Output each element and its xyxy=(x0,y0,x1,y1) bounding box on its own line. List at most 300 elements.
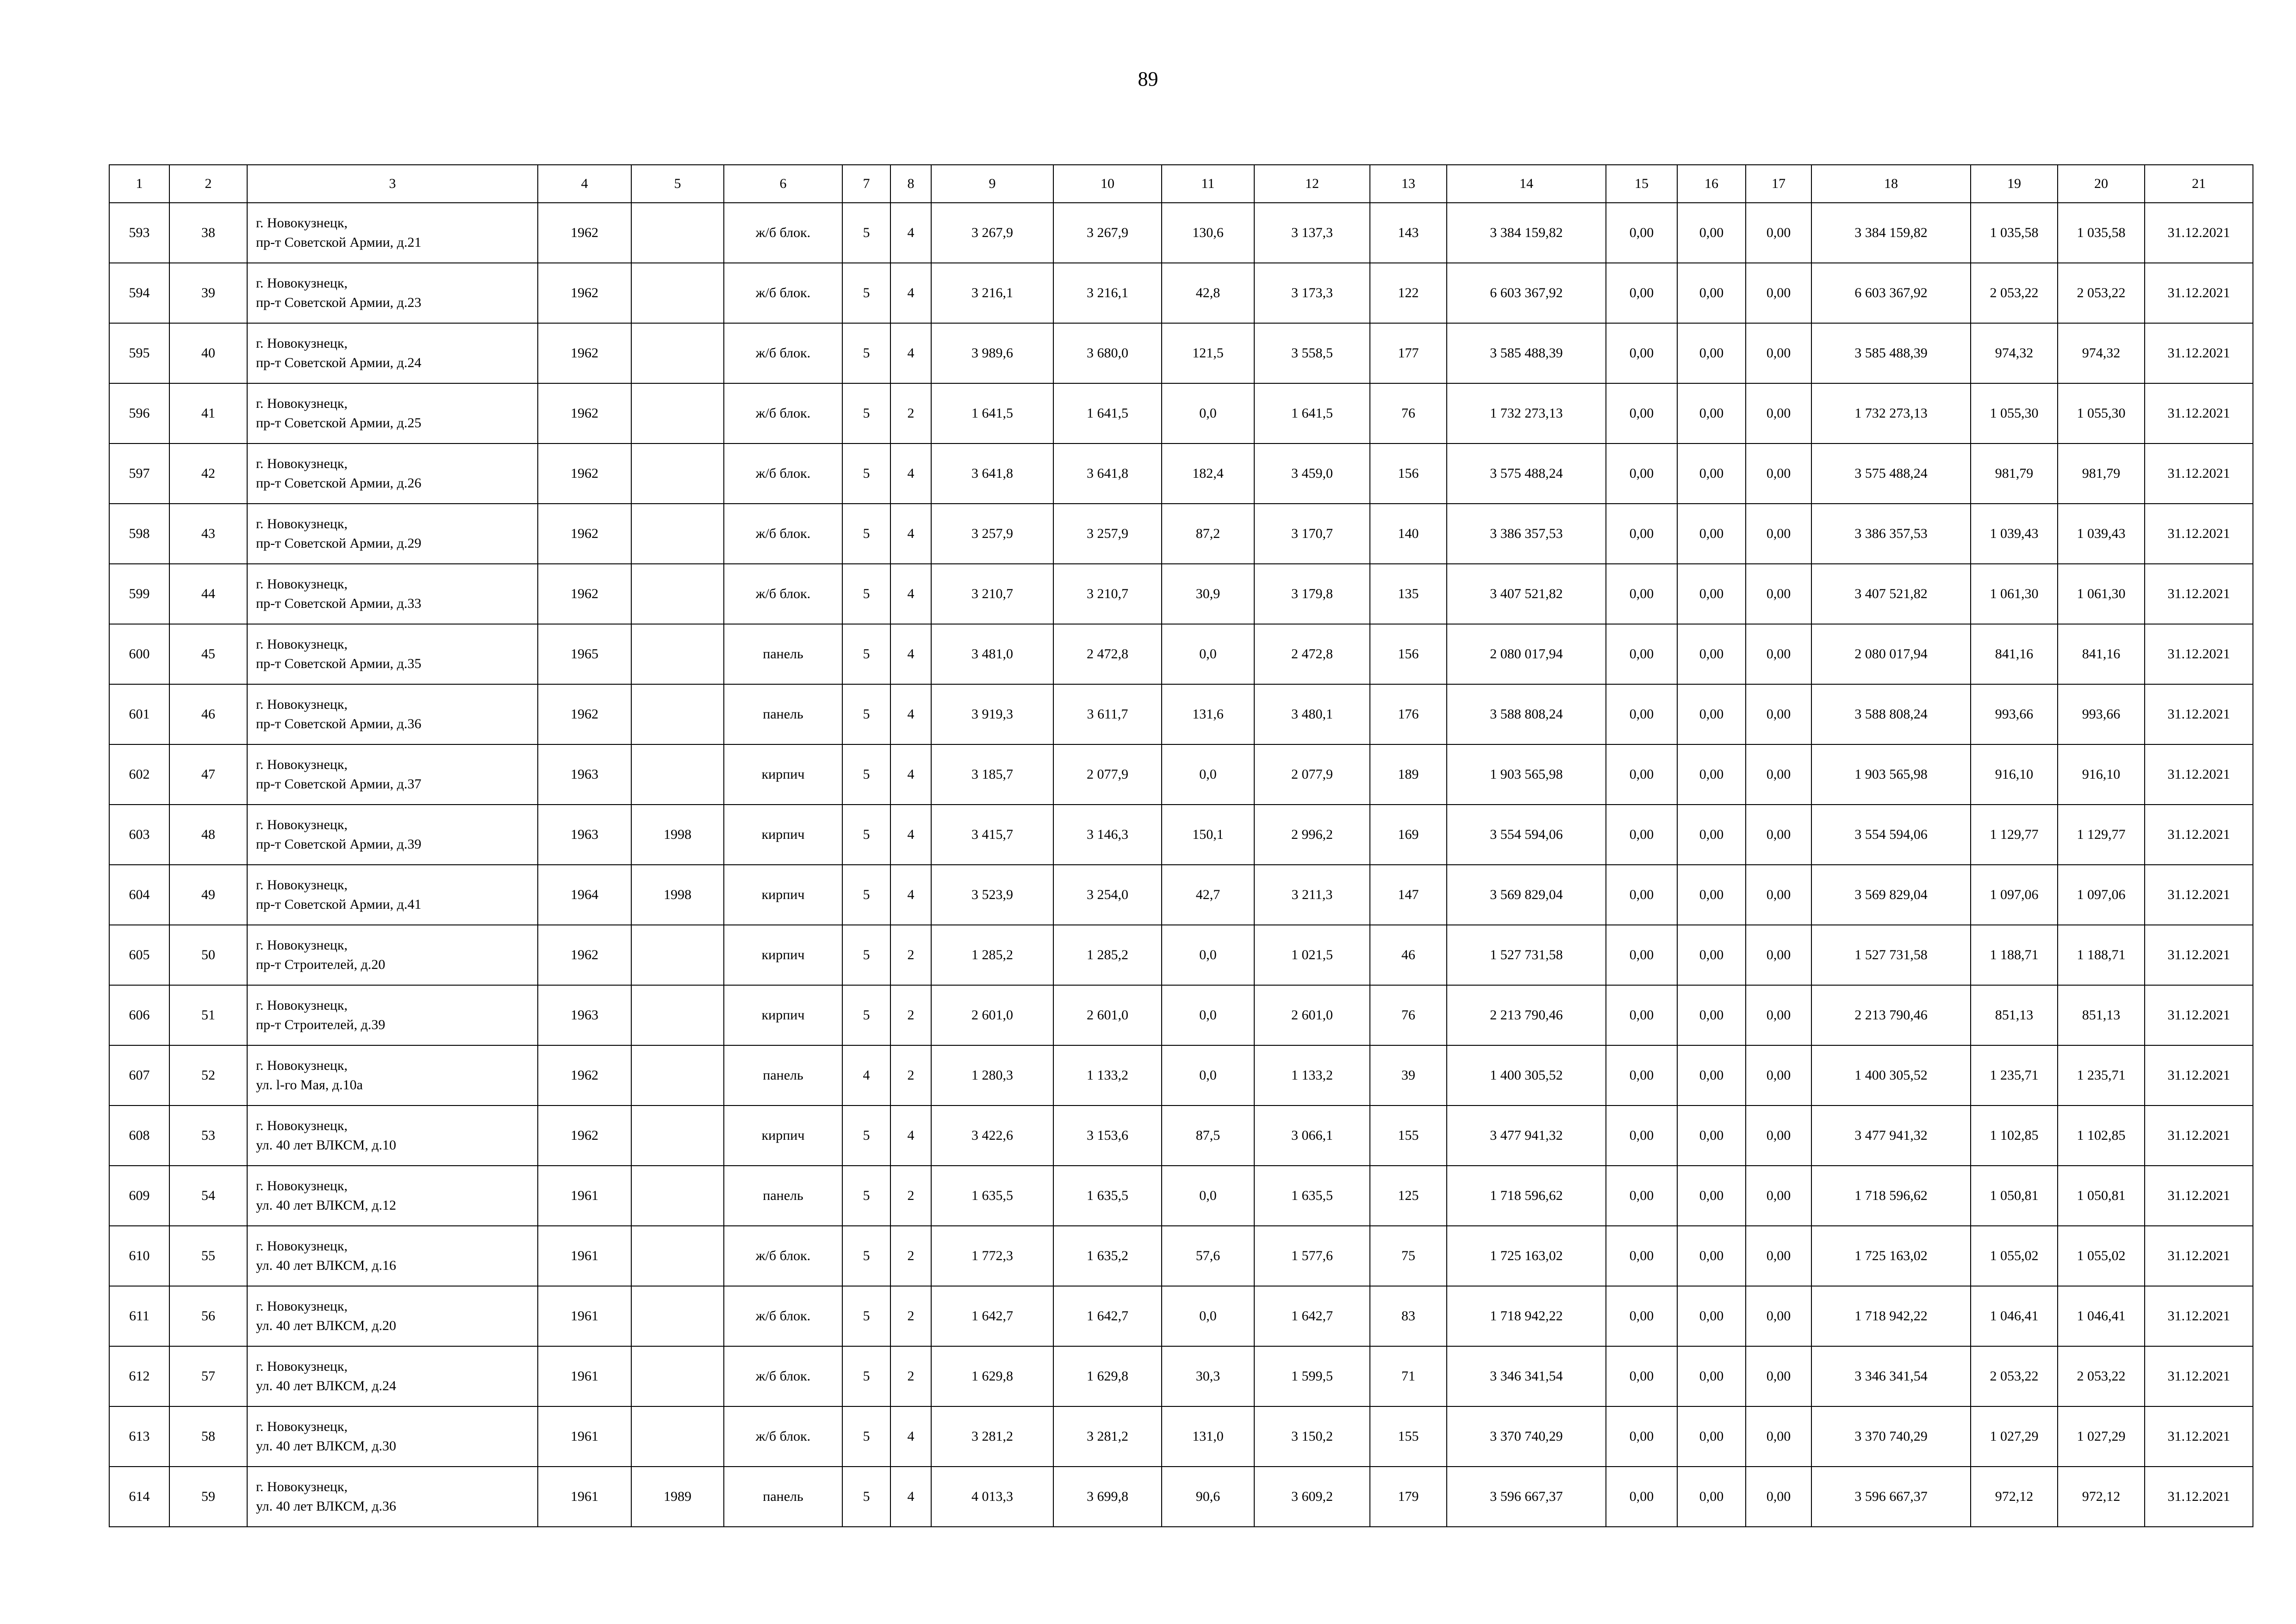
column-number-header: 13 xyxy=(1370,165,1447,203)
cell-col-5 xyxy=(631,443,724,504)
address-cell xyxy=(247,624,538,684)
cell-col-20: 1 097,06 xyxy=(2058,865,2145,925)
address-city: г. Новокузнецк, xyxy=(256,697,348,712)
cell-col-4: 1961 xyxy=(538,1166,631,1226)
cell-col-19: 1 055,30 xyxy=(1971,383,2058,443)
cell-col-17: 0,00 xyxy=(1746,383,1811,443)
column-number-header: 21 xyxy=(2145,165,2253,203)
table-row xyxy=(109,383,2253,443)
cell-col-7: 4 xyxy=(842,1045,890,1106)
address-street: ул. 40 лет ВЛКСМ, д.36 xyxy=(256,1499,396,1514)
cell-col-12: 3 459,0 xyxy=(1254,443,1370,504)
column-number-row xyxy=(109,165,2253,203)
cell-col-18: 3 386 357,53 xyxy=(1811,504,1971,564)
cell-col-9: 3 989,6 xyxy=(931,323,1053,383)
cell-col-20: 1 129,77 xyxy=(2058,805,2145,865)
cell-col-7: 5 xyxy=(842,684,890,744)
cell-col-5 xyxy=(631,263,724,323)
address-cell xyxy=(247,925,538,985)
cell-col-19: 974,32 xyxy=(1971,323,2058,383)
housing-registry-table xyxy=(109,164,2253,1527)
cell-col-19: 841,16 xyxy=(1971,624,2058,684)
cell-col-11: 42,8 xyxy=(1162,263,1254,323)
cell-col-6: ж/б блок. xyxy=(724,504,842,564)
address-city: г. Новокузнецк, xyxy=(256,576,348,592)
address-cell xyxy=(247,1286,538,1346)
cell-col-20: 1 055,02 xyxy=(2058,1226,2145,1286)
cell-col-8: 4 xyxy=(890,203,931,263)
cell-col-6: кирпич xyxy=(724,865,842,925)
cell-col-10: 3 210,7 xyxy=(1053,564,1162,624)
address-cell xyxy=(247,1406,538,1467)
cell-col-2: 50 xyxy=(169,925,247,985)
cell-col-1: 599 xyxy=(109,564,169,624)
cell-col-8: 4 xyxy=(890,805,931,865)
address-cell xyxy=(247,1346,538,1406)
cell-col-2: 47 xyxy=(169,744,247,805)
address-cell xyxy=(247,1467,538,1527)
table-row xyxy=(109,744,2253,805)
cell-col-6: панель xyxy=(724,624,842,684)
cell-col-4: 1962 xyxy=(538,564,631,624)
cell-col-11: 0,0 xyxy=(1162,925,1254,985)
cell-col-15: 0,00 xyxy=(1606,805,1677,865)
column-number-header: 12 xyxy=(1254,165,1370,203)
cell-col-9: 3 267,9 xyxy=(931,203,1053,263)
cell-col-20: 981,79 xyxy=(2058,443,2145,504)
table-row xyxy=(109,1106,2253,1166)
address-cell xyxy=(247,1166,538,1226)
address-city: г. Новокузнецк, xyxy=(256,516,348,531)
cell-col-9: 1 629,8 xyxy=(931,1346,1053,1406)
cell-col-12: 2 601,0 xyxy=(1254,985,1370,1045)
cell-col-21: 31.12.2021 xyxy=(2145,624,2253,684)
cell-col-16: 0,00 xyxy=(1677,564,1746,624)
cell-col-1: 606 xyxy=(109,985,169,1045)
column-number-header: 19 xyxy=(1971,165,2058,203)
address-street: пр-т Советской Армии, д.39 xyxy=(256,837,422,852)
cell-col-14: 2 080 017,94 xyxy=(1447,624,1606,684)
cell-col-13: 125 xyxy=(1370,1166,1447,1226)
cell-col-17: 0,00 xyxy=(1746,1166,1811,1226)
cell-col-9: 1 285,2 xyxy=(931,925,1053,985)
cell-col-16: 0,00 xyxy=(1677,203,1746,263)
cell-col-20: 1 050,81 xyxy=(2058,1166,2145,1226)
address-street: ул. 40 лет ВЛКСМ, д.24 xyxy=(256,1378,396,1393)
cell-col-18: 1 400 305,52 xyxy=(1811,1045,1971,1106)
cell-col-5 xyxy=(631,1406,724,1467)
cell-col-16: 0,00 xyxy=(1677,624,1746,684)
cell-col-6: ж/б блок. xyxy=(724,263,842,323)
cell-col-5 xyxy=(631,203,724,263)
cell-col-18: 1 725 163,02 xyxy=(1811,1226,1971,1286)
cell-col-12: 3 558,5 xyxy=(1254,323,1370,383)
column-number-header: 3 xyxy=(247,165,538,203)
cell-col-5 xyxy=(631,684,724,744)
cell-col-9: 3 415,7 xyxy=(931,805,1053,865)
cell-col-4: 1962 xyxy=(538,443,631,504)
cell-col-5 xyxy=(631,1286,724,1346)
cell-col-16: 0,00 xyxy=(1677,383,1746,443)
address-cell xyxy=(247,985,538,1045)
cell-col-5 xyxy=(631,1346,724,1406)
cell-col-19: 1 129,77 xyxy=(1971,805,2058,865)
cell-col-14: 1 718 596,62 xyxy=(1447,1166,1606,1226)
cell-col-17: 0,00 xyxy=(1746,1286,1811,1346)
cell-col-19: 1 050,81 xyxy=(1971,1166,2058,1226)
cell-col-16: 0,00 xyxy=(1677,1346,1746,1406)
cell-col-13: 156 xyxy=(1370,443,1447,504)
cell-col-5 xyxy=(631,1166,724,1226)
cell-col-2: 59 xyxy=(169,1467,247,1527)
cell-col-20: 972,12 xyxy=(2058,1467,2145,1527)
cell-col-21: 31.12.2021 xyxy=(2145,1286,2253,1346)
cell-col-9: 1 641,5 xyxy=(931,383,1053,443)
cell-col-8: 2 xyxy=(890,383,931,443)
cell-col-1: 593 xyxy=(109,203,169,263)
cell-col-12: 1 641,5 xyxy=(1254,383,1370,443)
address-cell xyxy=(247,1045,538,1106)
cell-col-7: 5 xyxy=(842,323,890,383)
cell-col-11: 90,6 xyxy=(1162,1467,1254,1527)
cell-col-17: 0,00 xyxy=(1746,263,1811,323)
cell-col-1: 594 xyxy=(109,263,169,323)
cell-col-18: 3 370 740,29 xyxy=(1811,1406,1971,1467)
column-number-header: 16 xyxy=(1677,165,1746,203)
cell-col-11: 131,6 xyxy=(1162,684,1254,744)
cell-col-8: 2 xyxy=(890,925,931,985)
cell-col-12: 3 179,8 xyxy=(1254,564,1370,624)
cell-col-4: 1962 xyxy=(538,504,631,564)
cell-col-8: 4 xyxy=(890,1406,931,1467)
cell-col-17: 0,00 xyxy=(1746,684,1811,744)
cell-col-17: 0,00 xyxy=(1746,203,1811,263)
cell-col-19: 851,13 xyxy=(1971,985,2058,1045)
cell-col-20: 993,66 xyxy=(2058,684,2145,744)
cell-col-17: 0,00 xyxy=(1746,624,1811,684)
cell-col-12: 3 150,2 xyxy=(1254,1406,1370,1467)
cell-col-19: 1 235,71 xyxy=(1971,1045,2058,1106)
column-number-header: 20 xyxy=(2058,165,2145,203)
cell-col-8: 4 xyxy=(890,1106,931,1166)
cell-col-18: 1 718 596,62 xyxy=(1811,1166,1971,1226)
cell-col-21: 31.12.2021 xyxy=(2145,985,2253,1045)
address-city: г. Новокузнецк, xyxy=(256,1359,348,1374)
cell-col-5 xyxy=(631,925,724,985)
cell-col-10: 1 641,5 xyxy=(1053,383,1162,443)
cell-col-12: 3 480,1 xyxy=(1254,684,1370,744)
cell-col-6: ж/б блок. xyxy=(724,1286,842,1346)
cell-col-11: 150,1 xyxy=(1162,805,1254,865)
cell-col-8: 4 xyxy=(890,504,931,564)
table-row xyxy=(109,1346,2253,1406)
cell-col-4: 1962 xyxy=(538,925,631,985)
address-street: ул. l-го Мая, д.10а xyxy=(256,1077,363,1093)
address-street: пр-т Советской Армии, д.35 xyxy=(256,656,422,671)
cell-col-14: 6 603 367,92 xyxy=(1447,263,1606,323)
cell-col-18: 2 080 017,94 xyxy=(1811,624,1971,684)
cell-col-13: 176 xyxy=(1370,684,1447,744)
cell-col-15: 0,00 xyxy=(1606,564,1677,624)
cell-col-6: кирпич xyxy=(724,985,842,1045)
cell-col-16: 0,00 xyxy=(1677,1406,1746,1467)
cell-col-2: 56 xyxy=(169,1286,247,1346)
cell-col-7: 5 xyxy=(842,744,890,805)
address-city: г. Новокузнецк, xyxy=(256,336,348,351)
cell-col-21: 31.12.2021 xyxy=(2145,1045,2253,1106)
cell-col-13: 155 xyxy=(1370,1406,1447,1467)
cell-col-13: 39 xyxy=(1370,1045,1447,1106)
address-street: пр-т Советской Армии, д.41 xyxy=(256,897,422,912)
cell-col-10: 1 635,5 xyxy=(1053,1166,1162,1226)
cell-col-21: 31.12.2021 xyxy=(2145,744,2253,805)
cell-col-4: 1961 xyxy=(538,1286,631,1346)
cell-col-12: 1 642,7 xyxy=(1254,1286,1370,1346)
cell-col-15: 0,00 xyxy=(1606,865,1677,925)
address-city: г. Новокузнецк, xyxy=(256,456,348,471)
cell-col-5 xyxy=(631,323,724,383)
cell-col-8: 2 xyxy=(890,1226,931,1286)
cell-col-8: 2 xyxy=(890,1166,931,1226)
cell-col-8: 4 xyxy=(890,564,931,624)
cell-col-4: 1965 xyxy=(538,624,631,684)
address-cell xyxy=(247,443,538,504)
cell-col-7: 5 xyxy=(842,805,890,865)
cell-col-11: 130,6 xyxy=(1162,203,1254,263)
cell-col-8: 4 xyxy=(890,624,931,684)
cell-col-19: 1 027,29 xyxy=(1971,1406,2058,1467)
cell-col-8: 4 xyxy=(890,865,931,925)
cell-col-7: 5 xyxy=(842,203,890,263)
cell-col-5 xyxy=(631,985,724,1045)
cell-col-9: 1 642,7 xyxy=(931,1286,1053,1346)
cell-col-4: 1961 xyxy=(538,1226,631,1286)
cell-col-13: 83 xyxy=(1370,1286,1447,1346)
cell-col-16: 0,00 xyxy=(1677,925,1746,985)
cell-col-4: 1961 xyxy=(538,1406,631,1467)
cell-col-2: 38 xyxy=(169,203,247,263)
cell-col-19: 1 046,41 xyxy=(1971,1286,2058,1346)
cell-col-5 xyxy=(631,1226,724,1286)
cell-col-2: 52 xyxy=(169,1045,247,1106)
column-number-header: 7 xyxy=(842,165,890,203)
cell-col-14: 1 725 163,02 xyxy=(1447,1226,1606,1286)
cell-col-17: 0,00 xyxy=(1746,865,1811,925)
cell-col-14: 3 370 740,29 xyxy=(1447,1406,1606,1467)
cell-col-12: 3 066,1 xyxy=(1254,1106,1370,1166)
cell-col-15: 0,00 xyxy=(1606,1406,1677,1467)
cell-col-11: 0,0 xyxy=(1162,1166,1254,1226)
cell-col-19: 993,66 xyxy=(1971,684,2058,744)
cell-col-7: 5 xyxy=(842,985,890,1045)
cell-col-8: 4 xyxy=(890,323,931,383)
cell-col-1: 600 xyxy=(109,624,169,684)
cell-col-11: 0,0 xyxy=(1162,744,1254,805)
cell-col-13: 169 xyxy=(1370,805,1447,865)
table-row xyxy=(109,203,2253,263)
cell-col-11: 30,3 xyxy=(1162,1346,1254,1406)
cell-col-6: панель xyxy=(724,1166,842,1226)
cell-col-2: 41 xyxy=(169,383,247,443)
cell-col-17: 0,00 xyxy=(1746,1226,1811,1286)
cell-col-12: 3 609,2 xyxy=(1254,1467,1370,1527)
address-street: ул. 40 лет ВЛКСМ, д.12 xyxy=(256,1198,396,1213)
cell-col-20: 1 027,29 xyxy=(2058,1406,2145,1467)
cell-col-18: 3 569 829,04 xyxy=(1811,865,1971,925)
cell-col-5 xyxy=(631,624,724,684)
cell-col-10: 3 254,0 xyxy=(1053,865,1162,925)
cell-col-8: 4 xyxy=(890,684,931,744)
cell-col-13: 71 xyxy=(1370,1346,1447,1406)
cell-col-1: 595 xyxy=(109,323,169,383)
cell-col-9: 3 422,6 xyxy=(931,1106,1053,1166)
table-row xyxy=(109,1226,2253,1286)
cell-col-4: 1962 xyxy=(538,684,631,744)
address-city: г. Новокузнецк, xyxy=(256,1419,348,1434)
cell-col-14: 2 213 790,46 xyxy=(1447,985,1606,1045)
table-row xyxy=(109,1467,2253,1527)
cell-col-18: 3 346 341,54 xyxy=(1811,1346,1971,1406)
cell-col-11: 87,2 xyxy=(1162,504,1254,564)
cell-col-13: 135 xyxy=(1370,564,1447,624)
cell-col-21: 31.12.2021 xyxy=(2145,323,2253,383)
cell-col-10: 1 642,7 xyxy=(1053,1286,1162,1346)
table-row xyxy=(109,1045,2253,1106)
address-cell xyxy=(247,323,538,383)
cell-col-10: 2 472,8 xyxy=(1053,624,1162,684)
cell-col-14: 1 718 942,22 xyxy=(1447,1286,1606,1346)
cell-col-7: 5 xyxy=(842,504,890,564)
cell-col-1: 607 xyxy=(109,1045,169,1106)
cell-col-17: 0,00 xyxy=(1746,925,1811,985)
cell-col-18: 3 407 521,82 xyxy=(1811,564,1971,624)
cell-col-14: 3 569 829,04 xyxy=(1447,865,1606,925)
cell-col-20: 1 061,30 xyxy=(2058,564,2145,624)
column-number-header: 15 xyxy=(1606,165,1677,203)
cell-col-7: 5 xyxy=(842,443,890,504)
cell-col-18: 3 575 488,24 xyxy=(1811,443,1971,504)
cell-col-7: 5 xyxy=(842,624,890,684)
table-row xyxy=(109,564,2253,624)
address-city: г. Новокузнецк, xyxy=(256,1058,348,1073)
cell-col-6: ж/б блок. xyxy=(724,443,842,504)
cell-col-17: 0,00 xyxy=(1746,504,1811,564)
address-street: пр-т Строителей, д.39 xyxy=(256,1017,386,1032)
cell-col-11: 0,0 xyxy=(1162,1045,1254,1106)
cell-col-15: 0,00 xyxy=(1606,1467,1677,1527)
cell-col-10: 1 133,2 xyxy=(1053,1045,1162,1106)
cell-col-12: 1 577,6 xyxy=(1254,1226,1370,1286)
cell-col-4: 1962 xyxy=(538,383,631,443)
cell-col-21: 31.12.2021 xyxy=(2145,1406,2253,1467)
cell-col-1: 605 xyxy=(109,925,169,985)
column-number-header: 11 xyxy=(1162,165,1254,203)
cell-col-15: 0,00 xyxy=(1606,684,1677,744)
cell-col-4: 1963 xyxy=(538,805,631,865)
column-number-header: 14 xyxy=(1447,165,1606,203)
cell-col-20: 916,10 xyxy=(2058,744,2145,805)
cell-col-5 xyxy=(631,504,724,564)
cell-col-15: 0,00 xyxy=(1606,443,1677,504)
cell-col-15: 0,00 xyxy=(1606,504,1677,564)
cell-col-13: 140 xyxy=(1370,504,1447,564)
address-cell xyxy=(247,383,538,443)
cell-col-12: 2 077,9 xyxy=(1254,744,1370,805)
cell-col-1: 614 xyxy=(109,1467,169,1527)
cell-col-15: 0,00 xyxy=(1606,383,1677,443)
address-city: г. Новокузнецк, xyxy=(256,1299,348,1314)
cell-col-5 xyxy=(631,1106,724,1166)
address-cell xyxy=(247,263,538,323)
cell-col-21: 31.12.2021 xyxy=(2145,1467,2253,1527)
cell-col-8: 2 xyxy=(890,1346,931,1406)
address-city: г. Новокузнецк, xyxy=(256,275,348,291)
cell-col-14: 1 400 305,52 xyxy=(1447,1045,1606,1106)
table-row xyxy=(109,684,2253,744)
table-row xyxy=(109,805,2253,865)
cell-col-16: 0,00 xyxy=(1677,263,1746,323)
cell-col-11: 42,7 xyxy=(1162,865,1254,925)
cell-col-9: 2 601,0 xyxy=(931,985,1053,1045)
cell-col-19: 1 102,85 xyxy=(1971,1106,2058,1166)
cell-col-6: ж/б блок. xyxy=(724,1346,842,1406)
cell-col-15: 0,00 xyxy=(1606,323,1677,383)
cell-col-12: 2 472,8 xyxy=(1254,624,1370,684)
address-city: г. Новокузнецк, xyxy=(256,1479,348,1494)
cell-col-19: 981,79 xyxy=(1971,443,2058,504)
table-row xyxy=(109,323,2253,383)
cell-col-20: 851,13 xyxy=(2058,985,2145,1045)
table-row xyxy=(109,624,2253,684)
cell-col-13: 156 xyxy=(1370,624,1447,684)
cell-col-16: 0,00 xyxy=(1677,1467,1746,1527)
cell-col-14: 3 386 357,53 xyxy=(1447,504,1606,564)
address-cell xyxy=(247,1226,538,1286)
cell-col-17: 0,00 xyxy=(1746,805,1811,865)
cell-col-14: 3 588 808,24 xyxy=(1447,684,1606,744)
cell-col-6: панель xyxy=(724,1045,842,1106)
cell-col-7: 5 xyxy=(842,1286,890,1346)
address-city: г. Новокузнецк, xyxy=(256,817,348,832)
cell-col-12: 1 599,5 xyxy=(1254,1346,1370,1406)
cell-col-16: 0,00 xyxy=(1677,1166,1746,1226)
cell-col-16: 0,00 xyxy=(1677,1286,1746,1346)
cell-col-6: кирпич xyxy=(724,925,842,985)
column-number-header: 8 xyxy=(890,165,931,203)
cell-col-16: 0,00 xyxy=(1677,1106,1746,1166)
cell-col-2: 49 xyxy=(169,865,247,925)
cell-col-14: 1 732 273,13 xyxy=(1447,383,1606,443)
cell-col-21: 31.12.2021 xyxy=(2145,263,2253,323)
cell-col-2: 43 xyxy=(169,504,247,564)
table-row xyxy=(109,1166,2253,1226)
cell-col-5 xyxy=(631,383,724,443)
column-number-header: 17 xyxy=(1746,165,1811,203)
cell-col-4: 1963 xyxy=(538,985,631,1045)
cell-col-14: 1 903 565,98 xyxy=(1447,744,1606,805)
cell-col-1: 604 xyxy=(109,865,169,925)
cell-col-12: 3 173,3 xyxy=(1254,263,1370,323)
cell-col-10: 3 267,9 xyxy=(1053,203,1162,263)
cell-col-17: 0,00 xyxy=(1746,1106,1811,1166)
cell-col-2: 48 xyxy=(169,805,247,865)
cell-col-20: 1 055,30 xyxy=(2058,383,2145,443)
cell-col-9: 3 185,7 xyxy=(931,744,1053,805)
cell-col-8: 4 xyxy=(890,443,931,504)
address-street: пр-т Советской Армии, д.37 xyxy=(256,776,422,792)
cell-col-15: 0,00 xyxy=(1606,744,1677,805)
cell-col-20: 1 039,43 xyxy=(2058,504,2145,564)
